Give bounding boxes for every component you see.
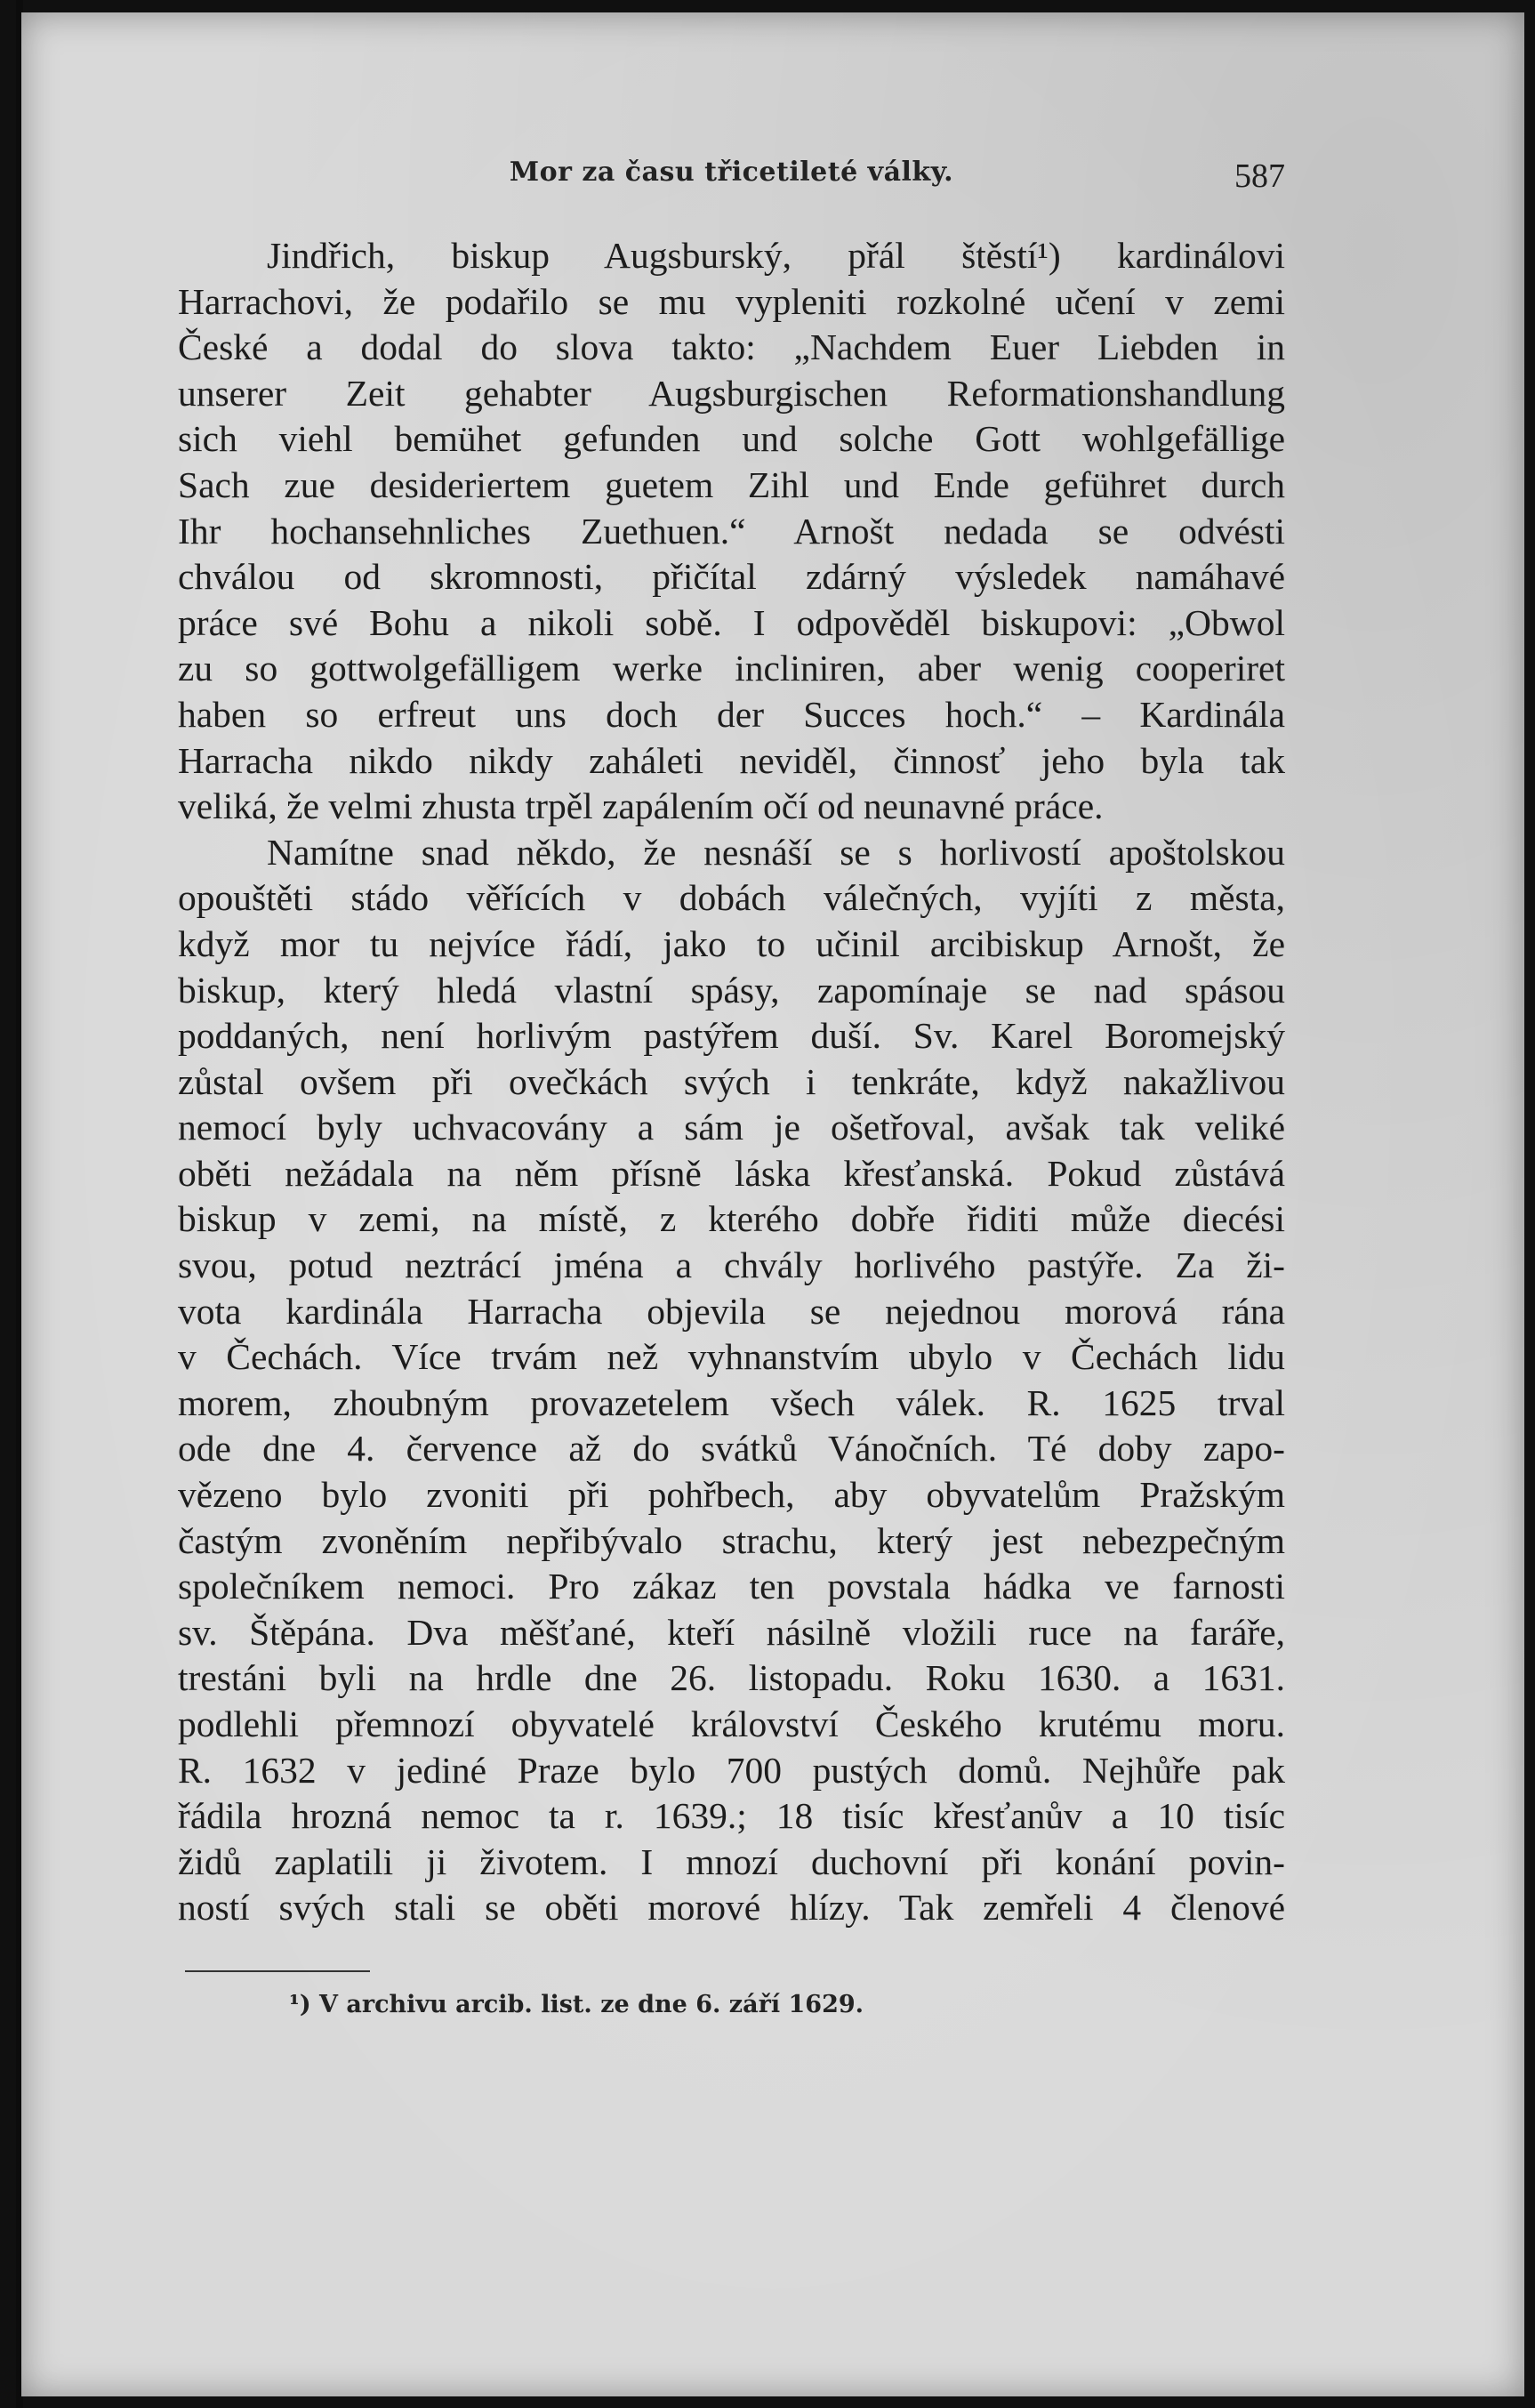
text-line: sv. Štěpána. Dva měšťané, kteří násilně vložili ruce na faráře,	[178, 1611, 1285, 1653]
text-line: řádila hrozná nemoc ta r. 1639.; 18 tisíc křesťanův a 10 tisíc	[178, 1795, 1285, 1837]
text-line: ností svých stali se oběti morové hlízy. Tak zemřeli 4 členové	[178, 1887, 1285, 1929]
text-line: zu so gottwolgefälligem werke incliniren, aber wenig cooperiret	[178, 648, 1285, 689]
text-line: v Čechách. Více trvám než vyhnanstvím ubylo v Čechách lidu	[178, 1336, 1285, 1378]
footnote-separator	[185, 1970, 370, 1972]
text-line: když mor tu nejvíce řádí, jako to učinil arcibiskup Arnošt, že	[178, 922, 1285, 964]
text-line: poddaných, není horlivým pastýřem duší. Sv. Karel Boromejský	[178, 1015, 1285, 1057]
text-line: unserer Zeit gehabter Augsburgischen Reformationshandlung	[178, 372, 1285, 414]
text-line: Namítne snad někdo, že nesnáší se s horlivostí apoštolskou	[267, 831, 1285, 873]
text-line: Ihr hochansehnliches Zuethuen.“ Arnošt nedada se odvésti	[178, 510, 1285, 552]
text-line: chválou od skromnosti, přičítal zdárný výsledek namáhavé	[178, 556, 1285, 598]
text-line: Sach zue desideriertem guetem Zihl und Ende geführet durch	[178, 463, 1285, 505]
text-line: R. 1632 v jediné Praze bylo 700 pustých domů. Nejhůře pak	[178, 1749, 1285, 1791]
text-line: biskup, který hledá vlastní spásy, zapomínaje se nad spásou	[178, 969, 1285, 1011]
page-number: 587	[1234, 157, 1285, 195]
running-head	[178, 157, 1285, 210]
text-line: morem, zhoubným provazetelem všech válek. R. 1625 trval	[178, 1381, 1285, 1423]
text-line: svou, potud neztrácí jména a chvály horlivého pastýře. Za ži-	[178, 1244, 1285, 1286]
text-line: České a dodal do slova takto: „Nachdem Euer Liebden in	[178, 326, 1285, 368]
text-line: nemocí byly uchvacovány a sám je ošetřoval, avšak tak veliké	[178, 1107, 1285, 1148]
footnote: ¹) V archivu arcib. list. ze dne 6. září 1629.	[289, 1991, 864, 2018]
text-line: židů zaplatili ji životem. I mnozí duchovní při konání povin-	[178, 1840, 1285, 1882]
running-title: Mor za času třicetileté války.	[509, 157, 954, 188]
text-line: vězeno bylo zvoniti při pohřbech, aby obyvatelům Pražským	[178, 1474, 1285, 1516]
text-line: vota kardinála Harracha objevila se nejednou morová rána	[178, 1290, 1285, 1332]
text-line: ode dne 4. července až do svátků Vánočních. Té doby zapo-	[178, 1428, 1285, 1470]
text-line: Harracha nikdo nikdy zaháleti neviděl, činnosť jeho byla tak	[178, 739, 1285, 781]
text-line: častým zvoněním nepřibývalo strachu, který jest nebezpečným	[178, 1519, 1285, 1561]
text-line: oběti nežádala na něm přísně láska křesťanská. Pokud zůstává	[178, 1152, 1285, 1194]
text-line: veliká, že velmi zhusta trpěl zapálením očí od neunavné práce.	[178, 785, 1104, 827]
text-line: trestáni byli na hrdle dne 26. listopadu. Roku 1630. a 1631.	[178, 1657, 1285, 1699]
body-text	[178, 233, 1285, 1931]
text-line: práce své Bohu a nikoli sobě. I odpověděl biskupovi: „Obwol	[178, 601, 1285, 643]
text-line: Jindřich, biskup Augsburský, přál štěstí¹) kardinálovi	[267, 235, 1285, 276]
text-line: haben so erfreut uns doch der Succes hoch.“ – Kardinála	[178, 693, 1285, 735]
text-line: biskup v zemi, na místě, z kterého dobře řiditi může diecési	[178, 1198, 1285, 1240]
text-line: společníkem nemoci. Pro zákaz ten povstala hádka ve farnosti	[178, 1566, 1285, 1607]
text-line: Harrachovi, že podařilo se mu vypleniti rozkolné učení v zemi	[178, 280, 1285, 322]
text-line: sich viehl bemühet gefunden und solche Gott wohlgefällige	[178, 418, 1285, 460]
text-line: podlehli přemnozí obyvatelé království Českého krutému moru.	[178, 1703, 1285, 1744]
text-line: zůstal ovšem při ovečkách svých i tenkráte, když nakažlivou	[178, 1060, 1285, 1102]
text-line: opouštěti stádo věřících v dobách válečných, vyjíti z města,	[178, 877, 1285, 919]
